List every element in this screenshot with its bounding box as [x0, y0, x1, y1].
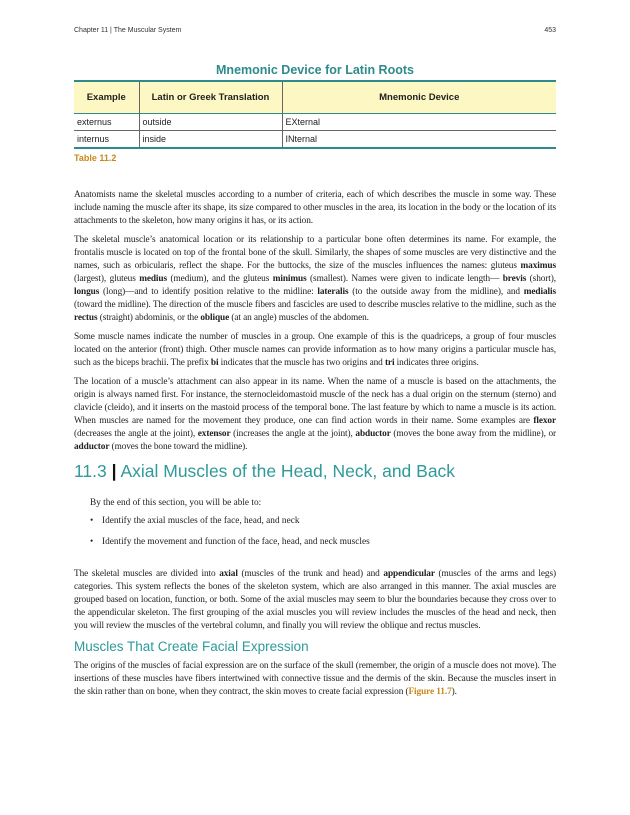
term-oblique: oblique [200, 313, 230, 323]
column-header-translation: Latin or Greek Translation [139, 81, 282, 114]
section-separator: | [111, 461, 117, 481]
term-medialis: medialis [523, 287, 556, 297]
table-row [74, 114, 556, 131]
mnemonic-table [74, 80, 556, 149]
table-cell: INternal [282, 131, 556, 149]
bullet-icon: • [90, 537, 94, 547]
page-number: 453 [544, 27, 556, 34]
term-brevis: brevis [502, 274, 527, 284]
term-tri: tri [384, 358, 395, 368]
objectives-intro: By the end of this section, you will be able to: [90, 498, 262, 508]
list-item: • Identify the axial muscles of the face, head, and neck [90, 516, 300, 526]
term-appendicular: appendicular [383, 569, 435, 579]
section-title: Axial Muscles of the Head, Neck, and Back [120, 461, 456, 481]
term-bi: bi [210, 358, 219, 368]
table-caption: Table 11.2 [74, 153, 117, 163]
table-cell: EXternal [282, 114, 556, 131]
bullet-icon: • [90, 516, 94, 526]
table-row [74, 131, 556, 149]
column-header-mnemonic: Mnemonic Device [282, 81, 556, 114]
paragraph-naming-criteria: Anatomists name the skeletal muscles according to a number of criteria, each of which describes the muscle in some way. These include naming the muscle after its shape, its size compared to other muscles in the area, its location in the body or the location of its attachments to the skeleton, how many origins it has, or its action. [74, 190, 556, 226]
term-minimus: minimus [272, 274, 307, 284]
term-longus: longus [74, 287, 100, 297]
paragraph-axial-appendicular: The skeletal muscles are divided into axial (muscles of the trunk and head) and appendicular (muscles of the arms and legs) categories. This system reflects the bones of the skeleton system, which are also arranged in this manner. The axial muscles are grouped based on location, function, or both. Some of the axial muscles may seem to blur the boundaries because they cross over to the appendicular skeleton. The first grouping of the axial muscles you will review includes the muscles of the head and neck, then you will review the muscles of the vertebral column, and finally you will review the oblique and rectus muscles. [74, 569, 556, 631]
paragraph-number-of-muscles: Some muscle names indicate the number of muscles in a group. One example of this is the quadriceps, a group of four muscles located on the anterior (front) thigh. Other muscle names can provide information as to how many origins a particular muscle has, such as the biceps brachii. The prefix bi indicates that the muscle has two origins and tri indicates three origins. [74, 332, 556, 368]
paragraph-facial-expression: The origins of the muscles of facial expression are on the surface of the skull (remember, the origin of a muscle does not move). The insertions of these muscles have fibers intertwined with connective tissue and the dermis of the skin. Because the muscles insert in the skin rather than on bone, when they contract, the skin moves to create facial expression (Figure 11.7). [74, 661, 556, 697]
running-header: Chapter 11 | The Muscular System [74, 27, 182, 34]
term-flexor: flexor [533, 416, 556, 426]
table-cell: internus [74, 131, 139, 149]
body-content [74, 189, 556, 705]
term-rectus: rectus [74, 313, 98, 323]
term-abductor: abductor [355, 429, 391, 439]
term-adductor: adductor [74, 442, 110, 452]
subsection-heading: Muscles That Create Facial Expression [74, 639, 309, 654]
list-item: • Identify the movement and function of the face, head, and neck muscles [90, 537, 370, 547]
term-axial: axial [219, 569, 238, 579]
learning-objectives [90, 498, 556, 548]
table-cell: outside [139, 114, 282, 131]
paragraph-attachments-and-action: The location of a muscle’s attachment can also appear in its name. When the name of a muscle is based on the attachments, the origin is always named first. For instance, the sternocleidomastoid muscle of the neck has a dual origin on the sternum (sterno) and clavicle (cleido), and it inserts on the mastoid process of the temporal bone. The last feature by which to name a muscle is its action. When muscles are named for the movement they produce, one can find action words in their name. Some examples are flexor (decreases the angle at the joint), extensor (increases the angle at the joint), abductor (moves the bone away from the midline), or adductor (moves the bone toward the midline). [74, 377, 557, 452]
objectives-list [90, 515, 556, 548]
table-cell: externus [74, 114, 139, 131]
term-maximus: maximus [520, 261, 556, 271]
table-cell: inside [139, 131, 282, 149]
column-header-example: Example [74, 81, 139, 114]
term-extensor: extensor [197, 429, 231, 439]
figure-link[interactable]: Figure 11.7 [408, 687, 452, 697]
section-number: 11.3 [74, 461, 107, 481]
section-heading [74, 461, 556, 482]
term-lateralis: lateralis [317, 287, 349, 297]
term-medius: medius [139, 274, 168, 284]
table-title: Mnemonic Device for Latin Roots [216, 63, 414, 77]
table-header-row [74, 81, 556, 114]
paragraph-anatomical-location: The skeletal muscle’s anatomical location or its relationship to a particular bone often determines its name. For example, the frontalis muscle is located on top of the frontal bone of the skull. Similarly, the shapes of some muscles are very distinctive and the names, such as orbicularis, reflect the shape. For the buttocks, the size of the muscles influences the names: gluteus maximus (largest), gluteus medius (medium), and the gluteus minimus (smallest). Names were given to indicate length— brevis (short), longus (long)—and to identify position relative to the midline: lateralis (to the outside away from the midline), and medialis (toward the midline). The direction of the muscle fibers and fascicles are used to describe muscles relative to the midline, such as the rectus (straight) abdominis, or the oblique (at an angle) muscles of the abdomen. [74, 235, 556, 323]
